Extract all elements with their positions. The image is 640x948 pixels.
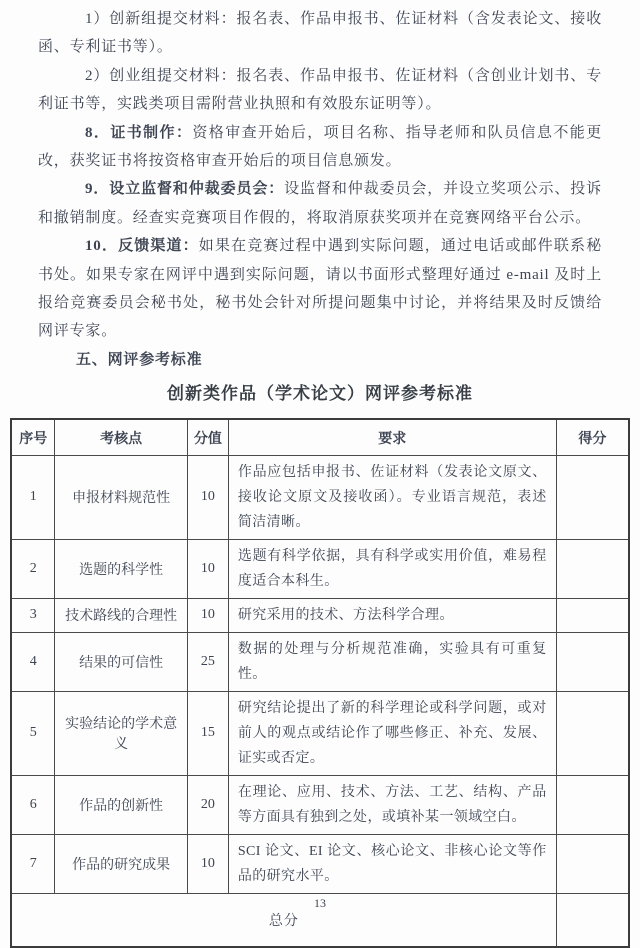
cell-score-blank: [556, 775, 629, 834]
cell-score-value: 10: [187, 539, 228, 598]
paragraph-lead: 10．反馈渠道：: [85, 238, 199, 255]
cell-score-blank: [556, 539, 629, 598]
cell-score-blank: [556, 632, 629, 691]
cell-requirement: 作品应包括申报书、佐证材料（发表论文原文、接收论文原文及接收函）。专业语言规范，表述简洁清晰。: [228, 455, 556, 539]
paragraph-certificate: [38, 119, 602, 176]
cell-score-blank: [556, 598, 629, 632]
cell-score-value: 15: [187, 691, 228, 775]
header-score-value: 分值: [187, 419, 228, 455]
table-header-row: [11, 419, 629, 455]
page-number: 13: [314, 896, 326, 910]
table-row: [11, 539, 629, 598]
paragraph-text: 如果在竞赛过程中遇到实际问题，通过电话或邮件联系秘书处。如果专家在网评中遇到实际问题，请以书面形式整理好通过 e-mail 及时上报给竞赛委员会秘书处，秘书处会针对所提问题集中讨论，并将结果及时反馈给网评专家。: [38, 238, 602, 340]
table-row: [11, 834, 629, 893]
header-score: 得分: [556, 419, 629, 455]
cell-requirement: 研究结论提出了新的科学理论或科学问题，或对前人的观点或结论作了哪些修正、补充、发展、证实或否定。: [228, 691, 556, 775]
table-title: 创新类作品（学术论文）网评参考标准: [167, 384, 473, 404]
total-label: 总分: [11, 893, 556, 947]
cell-score-blank: [556, 455, 629, 539]
paragraph-lead: 8．证书制作：: [85, 124, 193, 141]
paragraph-text: 2）创业组提交材料：报名表、作品申报书、佐证材料（含创业计划书、专利证书等，实践类项目需附营业执照和有效股东证明等）。: [38, 67, 602, 113]
cell-point: 申报材料规范性: [55, 455, 188, 539]
cell-no: 5: [11, 691, 55, 775]
cell-requirement: 数据的处理与分析规范准确，实验具有可重复性。: [228, 632, 556, 691]
cell-score-blank: [556, 691, 629, 775]
cell-no: 4: [11, 632, 55, 691]
cell-score-value: 10: [187, 598, 228, 632]
paragraph-lead: 9．设立监督和仲裁委员会：: [85, 181, 285, 198]
body-text: [38, 5, 602, 374]
cell-score-value: 10: [187, 834, 228, 893]
paragraph-supervision: [38, 175, 602, 232]
cell-no: 2: [11, 539, 55, 598]
paragraph-entrepreneur-materials: [38, 62, 602, 119]
cell-point: 作品的创新性: [55, 775, 188, 834]
cell-score-value: 20: [187, 775, 228, 834]
paragraph-text: 资格审查开始后，项目名称、指导老师和队员信息不能更改，获奖证书将按资格审查开始后的项目信息颁发。: [38, 124, 602, 170]
cell-requirement: 研究采用的技术、方法科学合理。: [228, 598, 556, 632]
cell-no: 3: [11, 598, 55, 632]
header-requirement: 要求: [228, 419, 556, 455]
paragraph-innovation-materials: [38, 5, 602, 62]
cell-no: 1: [11, 455, 55, 539]
paragraph-text: 设监督和仲裁委员会，并设立奖项公示、投诉和撤销制度。经查实竞赛项目作假的，将取消原获奖项并在竞赛网络平台公示。: [38, 181, 602, 226]
cell-point: 结果的可信性: [55, 632, 188, 691]
paragraph-text: 1）创新组提交材料：报名表、作品申报书、佐证材料（含发表论文、接收函、专利证书等）。: [38, 11, 602, 56]
cell-score-value: 25: [187, 632, 228, 691]
cell-requirement: 在理论、应用、技术、方法、工艺、结构、产品等方面具有独到之处，或填补某一领域空白。: [228, 775, 556, 834]
cell-point: 实验结论的学术意义: [55, 691, 188, 775]
cell-requirement: SCI 论文、EI 论文、核心论文、非核心论文等作品的研究水平。: [228, 834, 556, 893]
cell-no: 7: [11, 834, 55, 893]
criteria-table: [10, 418, 630, 948]
table-row: [11, 632, 629, 691]
cell-score-value: 10: [187, 455, 228, 539]
table-row: [11, 691, 629, 775]
header-no: 序号: [11, 419, 55, 455]
table-row: [11, 598, 629, 632]
header-point: 考核点: [55, 419, 188, 455]
cell-point: 选题的科学性: [55, 539, 188, 598]
table-row: [11, 775, 629, 834]
cell-score-blank: [556, 834, 629, 893]
cell-no: 6: [11, 775, 55, 834]
cell-point: 技术路线的合理性: [55, 598, 188, 632]
cell-point: 作品的研究成果: [55, 834, 188, 893]
table-row: [11, 455, 629, 539]
paragraph-feedback: [38, 232, 602, 346]
cell-requirement: 选题有科学依据，具有科学或实用价值，难易程度适合本科生。: [228, 539, 556, 598]
section-heading: 五、网评参考标准: [76, 351, 203, 368]
